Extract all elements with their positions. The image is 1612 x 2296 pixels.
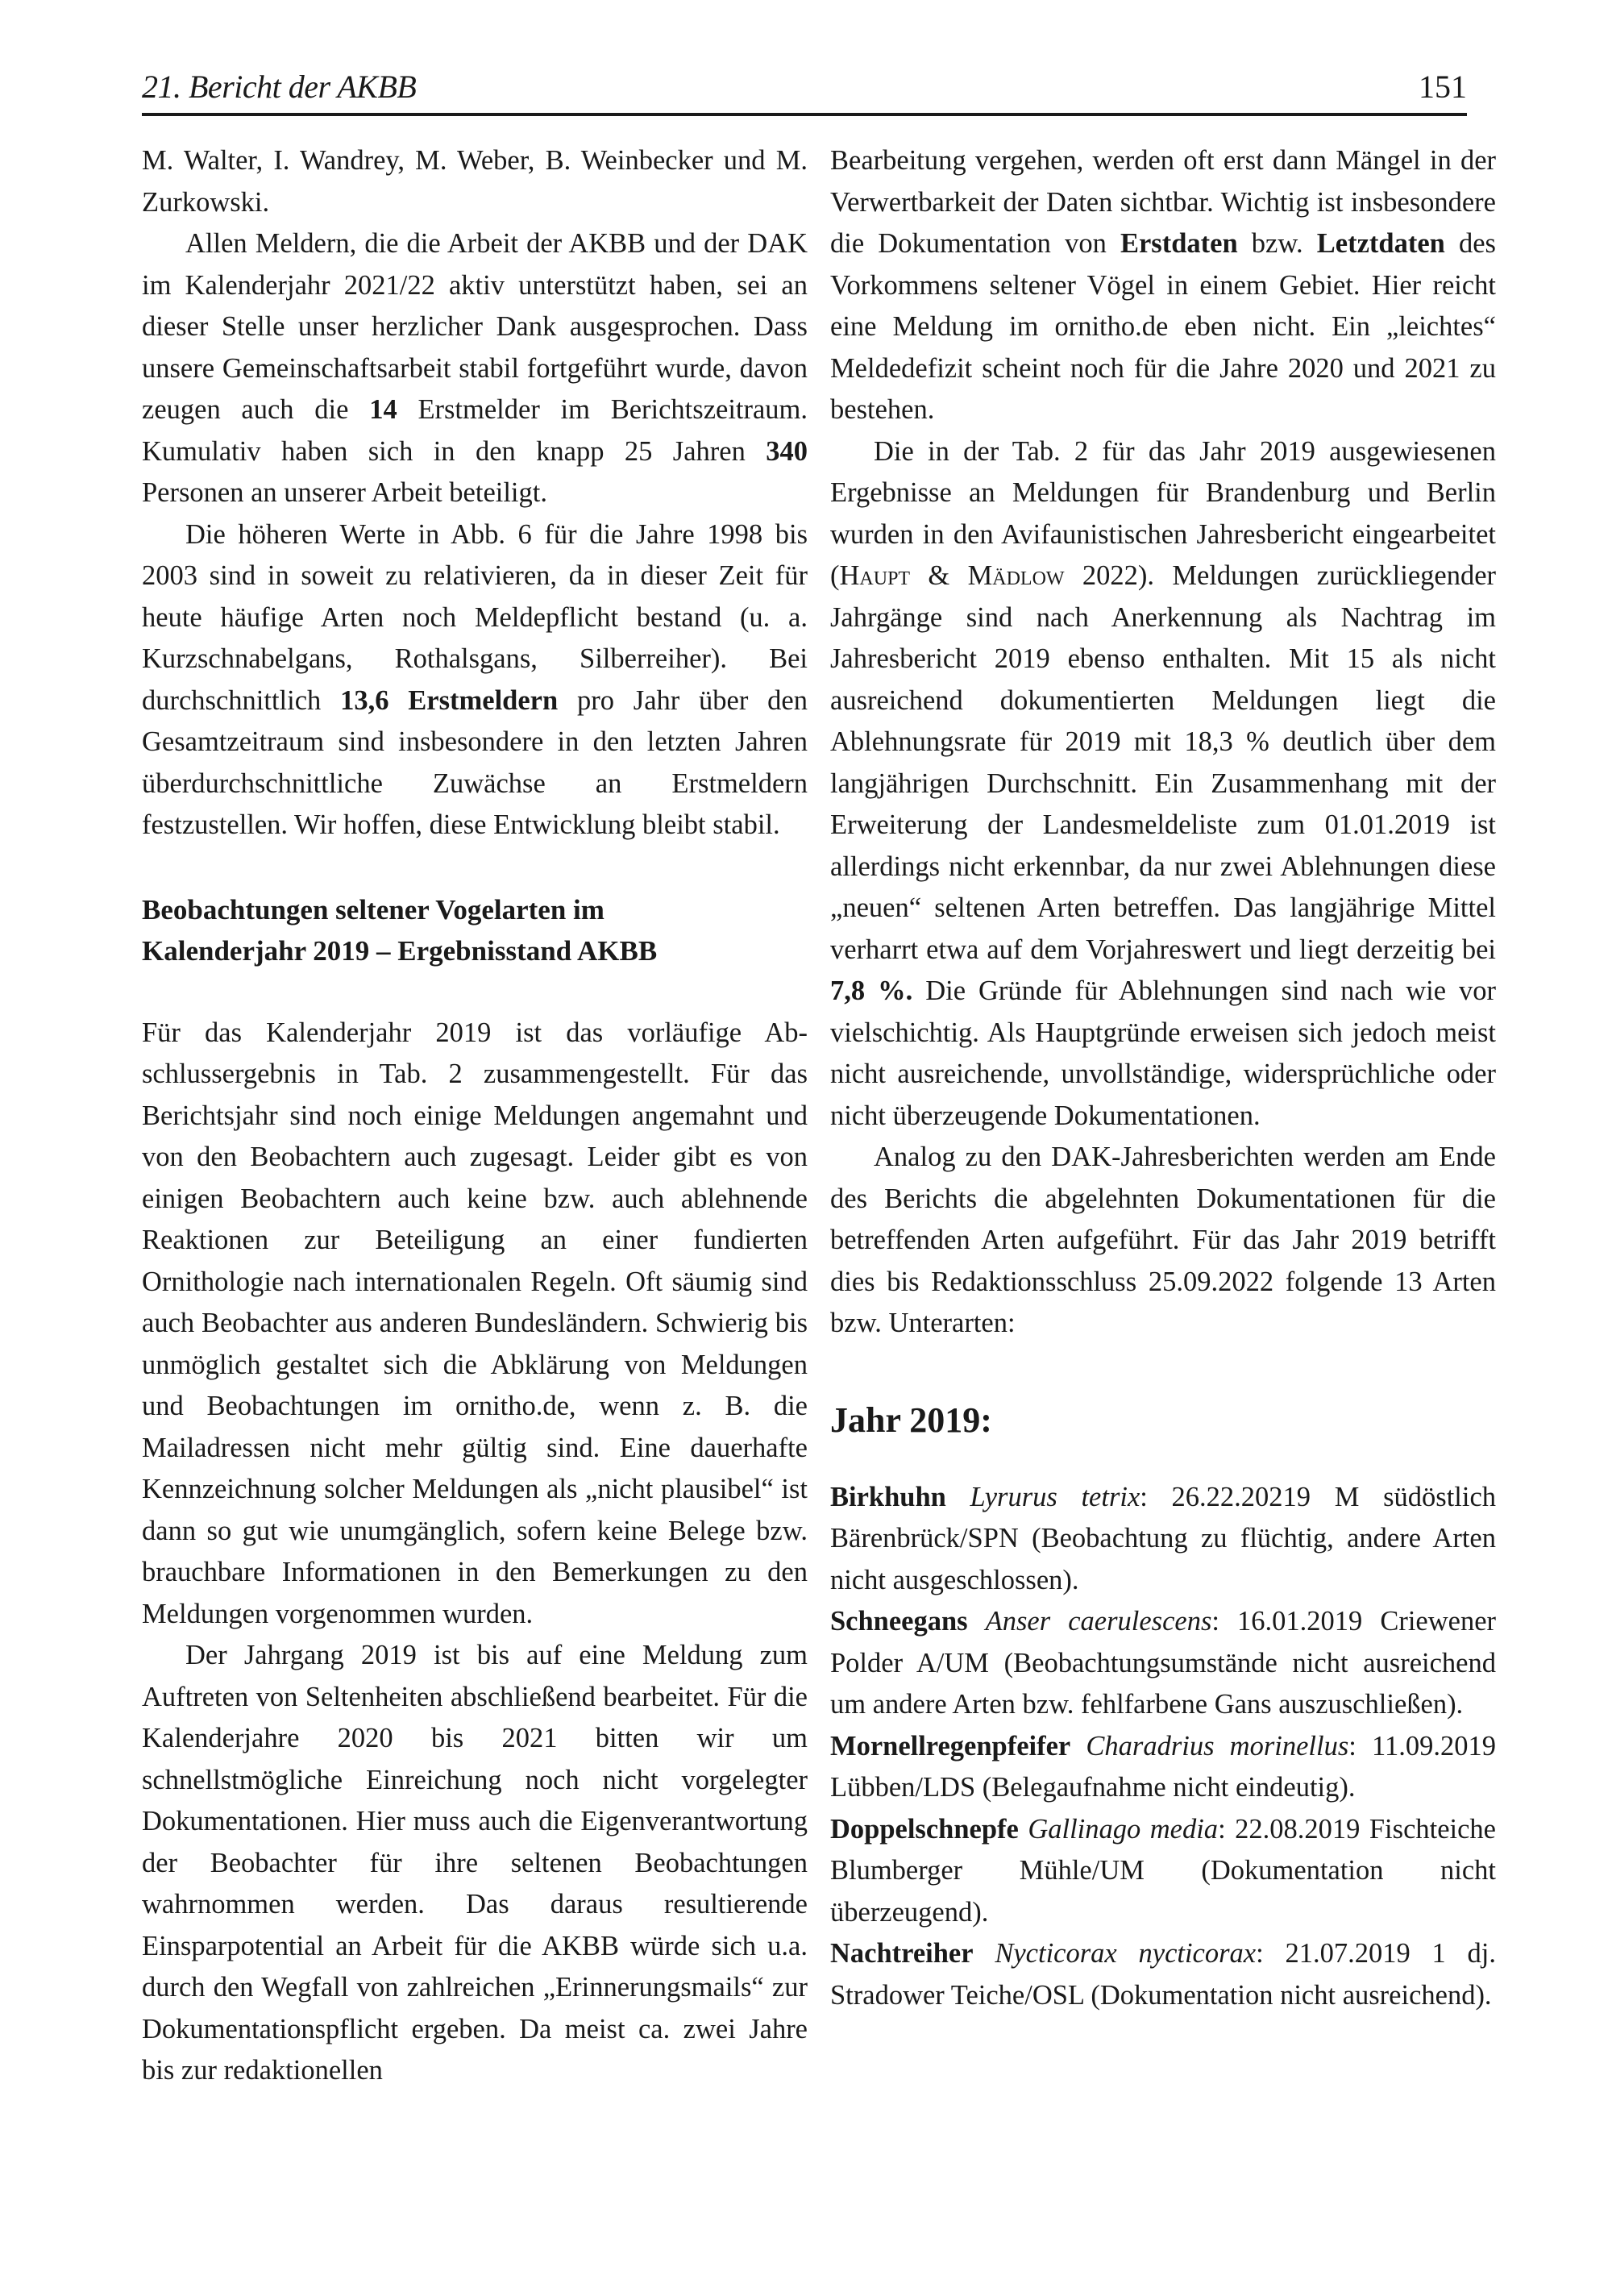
year-heading: Jahr 2019: xyxy=(830,1400,992,1440)
species-scientific-name: Anser caerulescens xyxy=(985,1606,1212,1637)
bold-value: 13,6 Erstmeldern xyxy=(340,684,559,716)
paragraph xyxy=(142,223,808,514)
bold-term: Letztdaten xyxy=(1316,228,1445,259)
paragraph xyxy=(830,140,1496,431)
citation: Haupt & Mädlow xyxy=(839,560,1065,591)
header-rule xyxy=(142,113,1467,116)
species-common-name: Doppelschnepfe xyxy=(830,1813,1019,1845)
text-run: des Vorkommens seltener Vögel in einem Gebiet. Hier reicht eine Meldung im ornitho.de eben nicht. Ein „leichtes“ Meldedefizit scheint noch für die Jahre 2020 und 2021 zu bestehen. xyxy=(830,228,1496,425)
paragraph: Analog zu den DAK-Jahresberichten werden am Ende des Berichts die abgelehnten Dokumentationen für die betreffenden Arten aufgeführt. Für das Jahr 2019 betrifft dies bis Redaktionsschluss 25.09.2022 folgende 13 Arten bzw. Unterarten: xyxy=(830,1142,1496,1338)
left-column xyxy=(142,140,808,2092)
text-run: pro Jahr über den Gesamtzeitraum sind insbesondere in den letzten Jahren überdurchschnittliche Zuwächse an Erstmeldern festzustellen. Wir hoffen, diese Entwicklung bleibt stabil. xyxy=(142,684,808,840)
text-run: Allen Meldern, die die Arbeit der AKBB und der DAK im Kalenderjahr 2021/22 aktiv unterstützt haben, sei an dieser Stelle unser herzlicher Dank ausgesprochen. Dass unsere Gemeinschaftsarbeit stabil fortgeführt wurde, davon zeugen auch die xyxy=(142,228,808,425)
species-common-name: Nachtreiher xyxy=(830,1938,974,1969)
page-number: 151 xyxy=(1419,69,1467,105)
bold-value: 340 xyxy=(766,435,808,467)
species-entry xyxy=(830,1726,1496,1809)
bold-value: 14 xyxy=(369,394,397,425)
text-run: bzw. xyxy=(1237,228,1317,259)
running-header xyxy=(142,63,1467,114)
species-entry xyxy=(830,1601,1496,1726)
species-scientific-name: Lyrurus tetrix xyxy=(970,1481,1140,1512)
paragraph: M. Walter, I. Wandrey, M. Weber, B. Weinbecker und M. Zurkowski. xyxy=(142,145,808,218)
species-entry xyxy=(830,1477,1496,1602)
species-scientific-name: Charadrius morinellus xyxy=(1086,1730,1349,1762)
running-title: 21. Bericht der AKBB xyxy=(142,69,417,105)
text-run: Die in der Tab. 2 für das Jahr 2019 ausgewiesenen Ergebnisse an Meldungen für Brandenburg und Berlin wurden in den Avifaunistischen Jahresbericht eingearbeitet ( xyxy=(830,435,1496,591)
species-scientific-name: Nycticorax nycticorax xyxy=(995,1938,1257,1969)
text-run: Erstmelder im Berichtszeitraum. Kumulativ haben sich in den knapp 25 Jahren xyxy=(142,394,808,467)
section-heading xyxy=(142,889,808,972)
text-run: 2022). Meldungen zurückliegender Jahrgänge sind nach Anerkennung als Nachtrag im Jahresbericht 2019 ebenso enthalten. Mit 15 als nicht ausreichend dokumentierten Meldungen liegt die Ablehnungsrate für 2019 mit 18,3 % deutlich über dem langjährigen Durchschnitt. Ein Zusammenhang mit der Erweiterung der Landesmeldeliste zum 01.01.2019 ist allerdings nicht erkennbar, da nur zwei Ablehnungen diese „neuen“ seltenen Arten betreffen. Das langjährige Mittel verharrt etwa auf dem Vorjahreswert und liegt derzeitig bei xyxy=(830,560,1496,965)
species-entry xyxy=(830,1809,1496,1934)
paragraph xyxy=(142,514,808,846)
paragraph: Für das Kalenderjahr 2019 ist das vorläufige Abschlussergebnis in Tab. 2 zusammengestellt. Für das Berichtsjahr sind noch einige Meldungen angemahnt und von den Beobachtern auch zugesagt. Leider gibt es von einigen Beobachtern auch keine bzw. auch ablehnende Reaktionen zur Beteiligung an einer fundierten Ornithologie nach internationalen Regeln. Oft säumig sind auch Beobachter aus anderen Bundesländern. Schwierig bis unmöglich gestaltet sich die Abklärung von Meldungen und Beobachtungen im ornitho.de, wenn z. B. die Mailadressen nicht mehr gültig sind. Eine dauerhafte Kennzeichnung solcher Meldungen als „nicht plausibel“ ist dann so gut wie unumgänglich, sofern keine Belege bzw. brauchbare Informationen in den Bemerkungen zu den Meldungen vorgenommen wurden. xyxy=(142,1017,808,1629)
right-column xyxy=(830,140,1496,2016)
heading-line: Kalenderjahr 2019 – Ergebnisstand AKBB xyxy=(142,935,658,967)
heading-line: Beobachtungen seltener Vogelarten im xyxy=(142,893,604,925)
text-run: Personen an unserer Arbeit beteiligt. xyxy=(142,477,547,508)
species-scientific-name: Gallinago media xyxy=(1028,1813,1219,1845)
paragraph: Der Jahrgang 2019 ist bis auf eine Meldung zum Auftreten von Seltenheiten abschließend bearbeitet. Für die Kalenderjahre 2020 bis 2021 bitten wir um schnellstmögliche Einreichung noch nicht vorgelegter Dokumentationen. Hier muss auch die Eigenverantwortung der Beobachter für ihre seltenen Beobachtungen wahrnommen werden. Das daraus resultierende Einsparpotential an Arbeit für die AKBB würde sich u.a. durch den Wegfall von zahlreichen „Erinnerungsmails“ zur Dokumentationspflicht ergeben. Da meist ca. zwei Jahre bis zur redaktionellen xyxy=(142,1640,808,2086)
species-details: : 26.22.20219 M südöstlich Bärenbrück/SPN (Beobachtung zu flüchtig, andere Arten nicht ausgeschlossen). xyxy=(830,1481,1497,1595)
species-details: : 16.01.2019 Criewener Polder A/UM (Beobachtungsumstände nicht ausreichend um andere Arten bzw. fehlfarbene Gans auszuschließen). xyxy=(830,1606,1496,1720)
species-entry xyxy=(830,1933,1496,2016)
species-common-name: Birkhuhn xyxy=(830,1481,946,1512)
text-run: Bearbeitung vergehen, werden oft erst dann Mängel in der Verwertbarkeit der Daten sichtbar. Wichtig ist insbesondere die Dokumentation von xyxy=(830,145,1496,259)
species-details: : 22.08.2019 Fischteiche Blumberger Mühle/UM (Dokumentation nicht überzeugend). xyxy=(830,1813,1496,1928)
bold-value: 7,8 %. xyxy=(830,975,913,1006)
text-run: Die höheren Werte in Abb. 6 für die Jahre 1998 bis 2003 sind in soweit zu relativieren, da in dieser Zeit für heute häufige Arten noch Meldepflicht bestand (u. a. Kurzschnabelgans, Rothalsgans, Silberreiher). Bei durchschnittlich xyxy=(142,518,808,716)
text-run: Die Gründe für Ablehnungen sind nach wie vor vielschichtig. Als Hauptgründe erweisen sich jedoch meist nicht ausreichende, unvollständige, widersprüchliche oder nicht überzeugende Dokumentationen. xyxy=(830,975,1496,1131)
species-common-name: Schneegans xyxy=(830,1606,968,1637)
paragraph xyxy=(830,431,1496,1138)
species-details: : 21.07.2019 1 dj. Stradower Teiche/OSL (Dokumentation nicht ausreichend). xyxy=(830,1938,1497,2011)
bold-term: Erstdaten xyxy=(1120,228,1238,259)
species-common-name: Mornellregenpfeifer xyxy=(830,1730,1071,1762)
species-details: : 11.09.2019 Lübben/LDS (Belegaufnahme nicht eindeutig). xyxy=(830,1730,1496,1803)
